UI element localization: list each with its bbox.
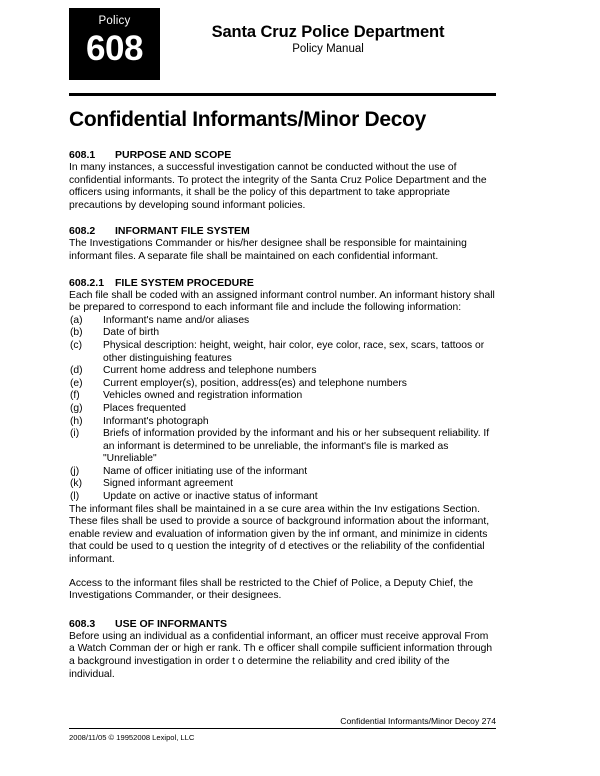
list-item-marker: (a) <box>70 314 83 326</box>
policy-badge-label: Policy <box>98 15 131 27</box>
section-608-2 <box>69 224 496 263</box>
footer-page-reference: Confidential Informants/Minor Decoy 274 <box>340 716 496 726</box>
page-footer <box>69 716 496 743</box>
list-item-marker: (d) <box>70 365 83 377</box>
list-item-marker: (e) <box>70 377 83 389</box>
section-608-2-1-after-paragraph-1: The informant files shall be maintained in a se cure area within the Inv estigations Section. These files shall be used to provide a source of background information about the informant, enable review and evaluation of information given by the inf ormant, and minimize in cidents that could be used to q uestion the integrity of d etectives or the reliability of the confidential informant. <box>69 503 490 566</box>
list-item-text: Current home address and telephone numbers <box>103 365 317 377</box>
list-item <box>69 428 496 466</box>
list-item <box>69 466 496 479</box>
page-content <box>69 0 496 680</box>
section-608-2-heading <box>69 224 496 238</box>
list-item-text: Update on active or inactive status of informant <box>103 491 318 503</box>
document-body <box>69 148 496 693</box>
section-608-2-1-number: 608.2.1 <box>69 276 105 289</box>
section-608-3-heading <box>69 617 496 631</box>
section-608-2-1-title: FILE SYSTEM PROCEDURE <box>115 276 254 289</box>
footer-copyright: 2008/11/05 © 19952008 Lexipol, LLC <box>69 733 195 743</box>
section-608-3-body: Before using an individual as a confidential informant, an officer must receive approval From a Watch Comman der or high er rank. Th e officer shall compile sufficient information through a background investigation in order t o determine the reliability and cred ibility of the individual. <box>69 630 493 680</box>
list-item-text: Vehicles owned and registration information <box>103 390 303 402</box>
list-item-text: Signed informant agreement <box>103 478 233 490</box>
section-608-2-1-after-paragraph-2: Access to the informant files shall be restricted to the Chief of Police, a Deputy Chief, the Investigations Commander, or their designees. <box>69 577 474 602</box>
list-item <box>69 416 496 429</box>
section-608-3-title: USE OF INFORMANTS <box>115 617 227 630</box>
section-608-2-number: 608.2 <box>69 225 96 238</box>
list-item <box>69 491 496 504</box>
list-item-marker: (c) <box>70 339 83 351</box>
section-608-1-body: In many instances, a successful investigation cannot be conducted without the use of confidential informants. To protect the integrity of the Santa Cruz Police Department and the officers using informants, it shall be the policy of this department to take appropriate precautions by developing sound informant policies. <box>69 162 487 211</box>
section-608-2-1 <box>69 276 496 603</box>
list-item <box>69 478 496 491</box>
list-item <box>69 378 496 391</box>
page-header <box>69 0 496 92</box>
list-item-text: Informant's photograph <box>103 415 209 427</box>
policy-badge-number: 608 <box>86 29 143 68</box>
list-item-marker: (i) <box>70 428 80 440</box>
list-item <box>69 340 496 365</box>
list-item-marker: (f) <box>70 390 80 402</box>
list-item <box>69 365 496 378</box>
section-608-2-1-body: Each file shall be coded with an assigned informant control number. An informant history shall be prepared to correspond to each informant file and include the following information: <box>69 289 495 314</box>
section-608-1-title: PURPOSE AND SCOPE <box>115 149 232 161</box>
section-608-1 <box>69 148 496 212</box>
footer-divider <box>69 728 496 729</box>
list-item-marker: (j) <box>70 465 80 477</box>
header-title-block <box>160 22 496 57</box>
informant-history-list <box>69 315 496 504</box>
list-item-text: Places frequented <box>103 402 187 414</box>
list-item-marker: (h) <box>70 415 83 427</box>
manual-name: Policy Manual <box>292 43 364 55</box>
section-608-2-1-heading <box>69 276 496 290</box>
page-title: Confidential Informants/Minor Decoy <box>69 108 427 131</box>
list-item-marker: (g) <box>70 402 83 414</box>
list-item-text: Name of officer initiating use of the informant <box>103 465 308 477</box>
list-item-text: Informant's name and/or aliases <box>103 314 250 326</box>
list-item-text: Date of birth <box>103 327 160 339</box>
department-name: Santa Cruz Police Department <box>211 23 445 41</box>
list-item <box>69 315 496 328</box>
section-608-2-title: INFORMANT FILE SYSTEM <box>115 225 250 238</box>
section-608-3 <box>69 617 496 681</box>
section-608-1-heading <box>69 148 496 162</box>
section-608-2-body: The Investigations Commander or his/her designee shall be responsible for maintaining informant files. A separate file shall be maintained on each confidential informant. <box>69 238 467 262</box>
list-item <box>69 403 496 416</box>
section-608-1-number: 608.1 <box>69 149 96 161</box>
header-divider <box>69 93 496 96</box>
list-item-text: Physical description: height, weight, hair color, eye color, race, sex, scars, tattoos or other distinguishing features <box>103 339 485 364</box>
list-item-text: Current employer(s), position, address(es) and telephone numbers <box>103 377 407 389</box>
list-item-marker: (b) <box>70 327 83 339</box>
list-item-text: Briefs of information provided by the informant and his or her subsequent reliability. If an informant is determined to be unreliable, the informant's file is marked as "Unreliable" <box>103 428 490 465</box>
policy-number-badge <box>69 8 160 80</box>
list-item <box>69 327 496 340</box>
list-item <box>69 390 496 403</box>
list-item-marker: (l) <box>70 491 80 503</box>
list-item-marker: (k) <box>70 478 83 490</box>
section-608-3-number: 608.3 <box>69 617 96 630</box>
